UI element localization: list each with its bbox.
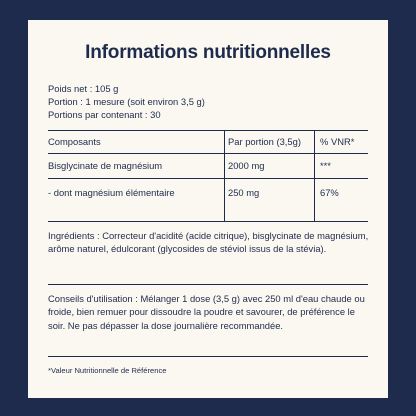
section-rule [48,284,368,285]
table-header-vnr: % VNR* [320,136,355,147]
section-rule [48,356,368,357]
product-meta [48,82,368,122]
table-col-divider [314,130,315,221]
table-cell-component: Bisglycinate de magnésium [48,160,163,171]
table-row-rule [48,178,368,179]
nutrition-card [28,20,388,398]
ingredients-text: Ingrédients : Correcteur d'acidité (acide citrique), bisglycinate de magnésium, arôme naturel, édulcorant (glycosides de stéviol issus de la stévia). [48,230,369,255]
usage-text: Conseils d'utilisation : Mélanger 1 dose (3,5 g) avec 250 ml d'eau chaude ou froide, bien remuer pour dissoudre la poudre et savourer, de préférence le soir. Ne pas dépasser la dose journalière recommandée. [48,293,365,331]
table-cell-amount: 250 mg [228,187,260,198]
table-cell-component: - dont magnésium élémentaire [48,187,175,198]
portions-count: Portions par contenant : 30 [48,109,161,121]
table-cell-vnr: *** [320,160,331,171]
table-cell-amount: 2000 mg [228,160,265,171]
footnote: *Valeur Nutritionnelle de Référence [48,366,167,375]
table-header-per-portion: Par portion (3,5g) [228,136,301,147]
table-cell-vnr: 67% [320,187,339,198]
table-col-divider [224,130,225,221]
table-header-components: Composants [48,136,101,147]
net-weight: Poids net : 105 g [48,83,119,94]
table-bottom-rule [48,221,368,222]
table-header-rule [48,153,368,154]
page-title: Informations nutritionnelles [85,42,331,63]
portion-size: Portion : 1 mesure (soit environ 3,5 g) [48,96,205,108]
table-top-rule [48,130,368,131]
